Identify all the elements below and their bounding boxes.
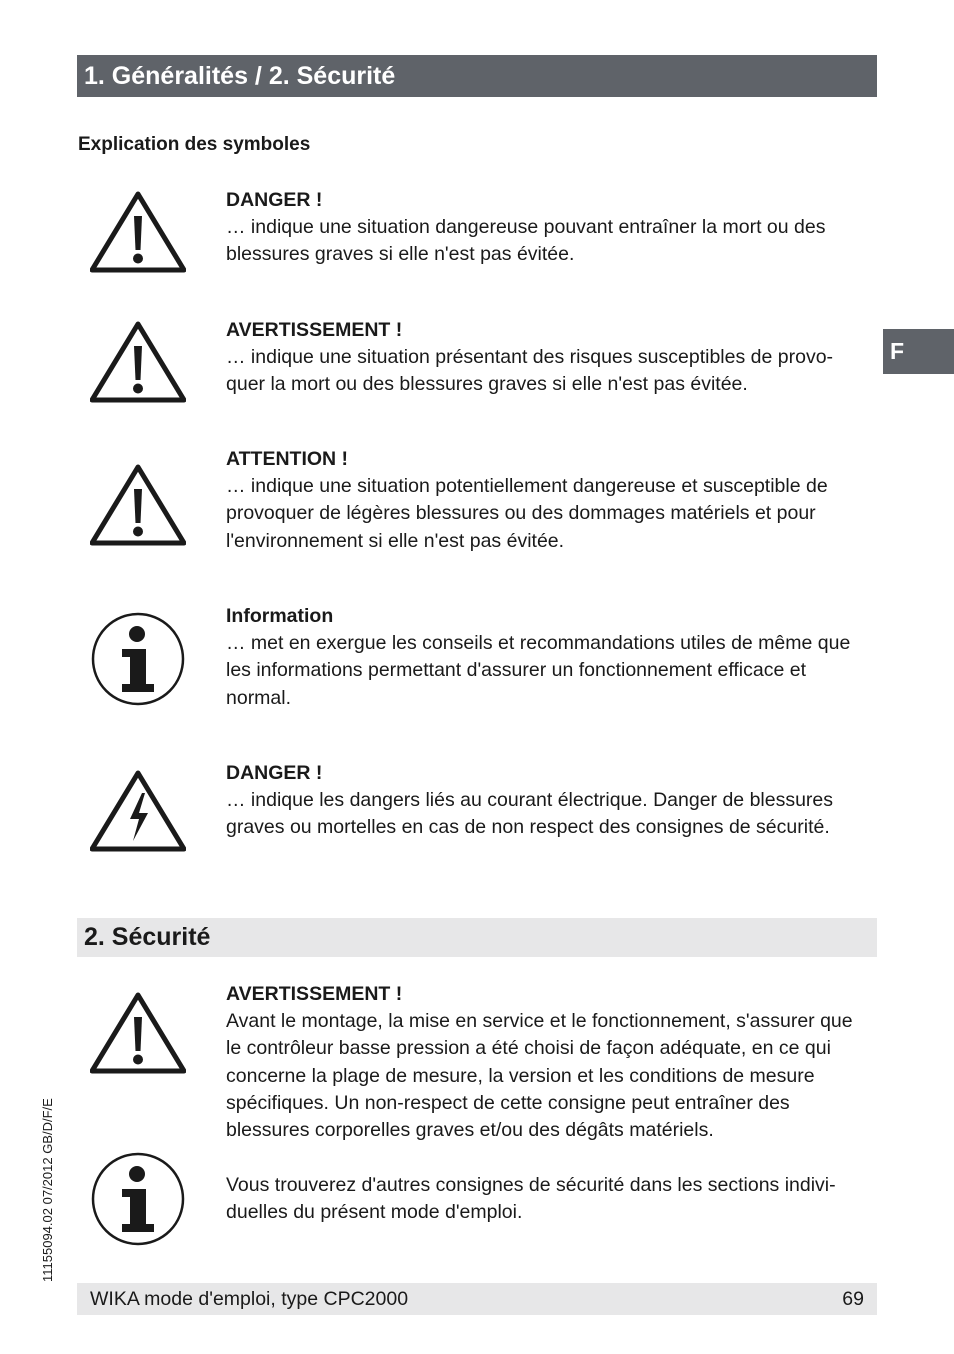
language-tab-label: F xyxy=(890,338,905,364)
symbol-item-electrical-danger xyxy=(226,760,871,842)
symbol-item-title: DANGER ! xyxy=(226,189,323,211)
symbol-item-title: DANGER ! xyxy=(226,762,323,784)
info-icon xyxy=(90,611,186,707)
symbol-item-title: AVERTISSEMENT ! xyxy=(226,319,403,341)
page-number: 69 xyxy=(842,1287,864,1310)
symbol-item-title: Information xyxy=(226,605,334,627)
symbols-heading: Explication des symboles xyxy=(78,134,311,155)
warning-icon xyxy=(90,987,186,1083)
safety-info xyxy=(226,1172,871,1226)
symbol-item-text: … met en exergue les conseils et recommandations utiles de même que les informations permettant d'assurer un fonctionnement efficace et normal. xyxy=(226,632,851,709)
warning-icon xyxy=(90,316,186,412)
section-title-securite xyxy=(77,918,877,957)
language-tab xyxy=(883,329,954,374)
symbol-item-avertissement xyxy=(226,317,871,399)
safety-info-text: Vous trouverez d'autres consignes de sécurité dans les sections indivi-duelles du présent mode d'emploi. xyxy=(226,1174,836,1224)
safety-warning xyxy=(226,981,871,1144)
section-title-label: 2. Sécurité xyxy=(84,923,211,951)
document-code: 11155094.02 07/2012 GB/D/F/E xyxy=(40,1098,55,1282)
footer-label: WIKA mode d'emploi, type CPC2000 xyxy=(90,1287,409,1310)
page-footer xyxy=(77,1283,877,1315)
info-icon xyxy=(90,1151,186,1247)
symbol-item-text: … indique les dangers liés au courant électrique. Danger de blessures graves ou mortelles en cas de non respect des consignes de sécurité. xyxy=(226,789,834,839)
symbol-item-attention xyxy=(226,446,871,555)
symbol-item-text: … indique une situation dangereuse pouvant entraîner la mort ou des blessures graves si elle n'est pas évitée. xyxy=(226,216,826,266)
symbol-item-title: ATTENTION ! xyxy=(226,448,349,470)
symbol-item-text: … indique une situation présentant des risques susceptibles de provo-quer la mort ou des blessures graves si elle n'est pas évitée. xyxy=(226,346,834,396)
page-header xyxy=(77,55,877,97)
symbol-item-text: … indique une situation potentiellement dangereuse et susceptible de provoquer de légères blessures ou des dommages matériels et pour l'environnement si elle n'est pas évitée. xyxy=(226,475,828,552)
symbol-item-information xyxy=(226,603,871,712)
page-title: 1. Généralités / 2. Sécurité xyxy=(84,62,396,90)
warning-icon xyxy=(90,186,186,282)
safety-warning-text: Avant le montage, la mise en service et le fonctionnement, s'assurer que le contrôleur basse pression a été choisi de façon adéquate, en ce qui concerne la plage de mesure, la version et les conditions de mesure spécifiques. Un non-respect de cette consigne peut entraîner des blessures corporelles graves et/ou des dégâts matériels. xyxy=(226,1010,853,1142)
safety-warning-title: AVERTISSEMENT ! xyxy=(226,983,403,1005)
electrical-hazard-icon xyxy=(90,765,186,861)
symbol-item-danger xyxy=(226,187,871,269)
warning-icon xyxy=(90,459,186,555)
